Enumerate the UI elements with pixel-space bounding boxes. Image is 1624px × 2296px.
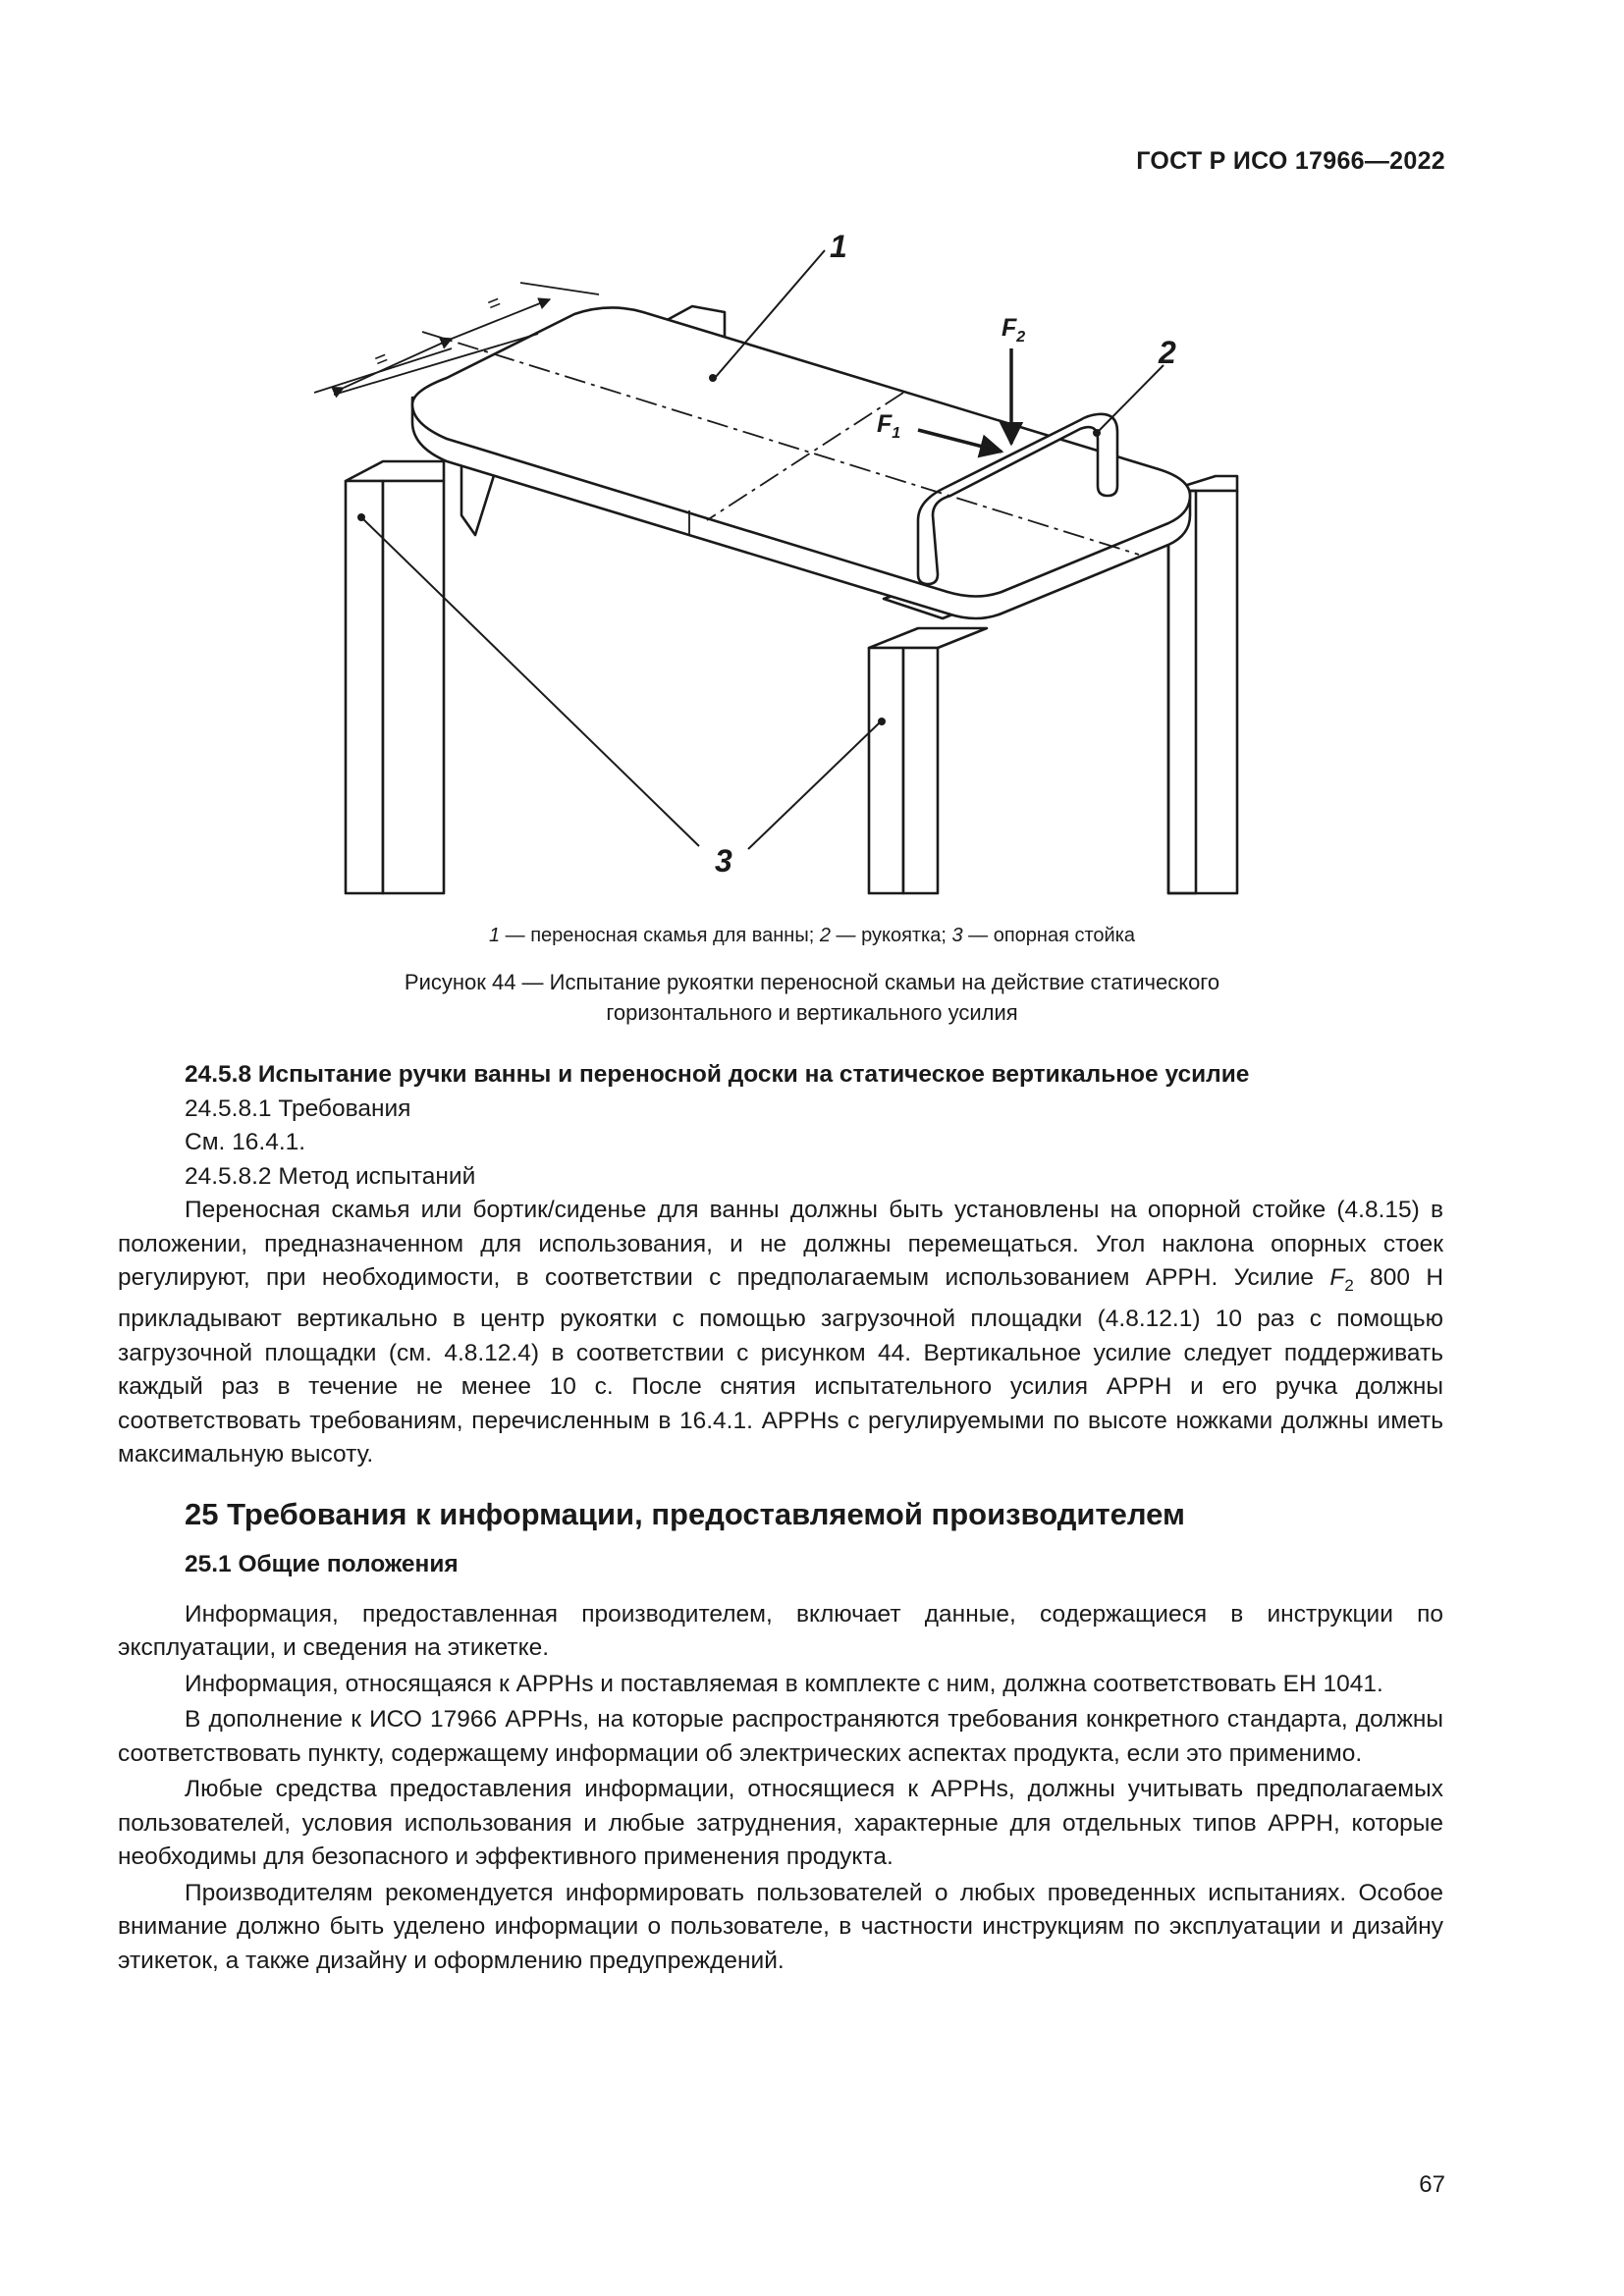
caption-line-2: горизонтального и вертикального усилия: [606, 1000, 1018, 1025]
section-25-heading: 25 Требования к информации, предоставляемой производителем: [185, 1497, 1185, 1531]
paragraph: Информация, относящаяся к АРРНs и поставляемая в комплекте с ним, должна соответствовать ЕН 1041.: [185, 1670, 1383, 1697]
equal-mark-1: =: [370, 345, 392, 373]
section-heading: 24.5.8 Испытание ручки ванны и переносной доски на статическое вертикальное усилие: [185, 1061, 1250, 1088]
support-post-left: [346, 461, 444, 893]
section-25-1-heading: 25.1 Общие положения: [185, 1551, 459, 1577]
figure-label-3: 3: [715, 843, 732, 879]
force-f1-label: $F_1$: [877, 410, 901, 442]
support-post-front: [869, 628, 987, 893]
figure-caption: [0, 967, 1624, 1028]
equal-mark-2: =: [483, 289, 505, 317]
force-f2-label: $F_2$: [1001, 314, 1026, 346]
figure-label-1: 1: [830, 229, 847, 264]
caption-line-1: Рисунок 44 — Испытание рукоятки переносной скамьи на действие статического: [404, 970, 1220, 994]
document-header: ГОСТ Р ИСО 17966—2022: [1136, 147, 1445, 175]
page-number: 67: [1419, 2171, 1445, 2198]
figure-legend: 1 — переносная скамья для ванны; 2 — рукоятка; 3 — опорная стойка: [488, 925, 1136, 946]
paragraph: Информация, предоставленная производителем, включает данные, содержащиеся в инструкции по эксплуатации, и сведения на этикетке.: [118, 1600, 1443, 1661]
subsection-method: 24.5.8.2 Метод испытаний: [185, 1162, 476, 1190]
paragraph: В дополнение к ИСО 17966 АРРНs, на которые распространяются требования конкретного стандарта, должны соответствовать пункту, содержащему информации об электрических аспектах продукта, если это применимо.: [118, 1706, 1443, 1767]
figure-label-2: 2: [1159, 335, 1176, 370]
method-paragraph: Переносная скамья или бортик/сиденье для ванны должны быть установлены на опорной стойке (4.8.15) в положении, предназначенном для использования, и не должны перемещаться. Угол наклона опорных стоек регулируют, при необходимости, в соответствии с предполагаемым использованием АРРН. Усилие $F_2$ 800 Н прикладывают вертикально в центр рукоятки с помощью загрузочной площадки (4.8.12.1) 10 раз с помощью загрузочной площадки (см. 4.8.12.4) в соответствии с рисунком 44. Вертикальное усилие следует поддерживать каждый раз в течение не менее 10 с. После снятия испытательного усилия АРРН и его ручка должны соответствовать требованиям, перечисленным в 16.4.1. АРРНs с регулируемыми по высоте ножками должны иметь максимальную высоту.: [118, 1197, 1444, 1468]
section-24-5-8: [118, 1058, 1443, 1472]
subsection-requirements: 24.5.8.1 Требования: [185, 1095, 411, 1122]
figure-44-diagram: [295, 221, 1257, 908]
section-25: [118, 1495, 1443, 1978]
reference-text: См. 16.4.1.: [185, 1129, 306, 1155]
paragraph: Производителям рекомендуется информировать пользователей о любых проведенных испытаниях. Особое внимание должно быть уделено информации о пользователе, в частности инструкциям по эксплуатации и дизайну этикеток, а также дизайну и оформлению предупреждений.: [118, 1879, 1443, 1974]
paragraph: Любые средства предоставления информации, относящиеся к АРРНs, должны учитывать предполагаемых пользователей, условия использования и любые затруднения, характерные для отдельных типов АРРН, которые необходимы для безопасного и эффективного применения продукта.: [118, 1776, 1443, 1870]
